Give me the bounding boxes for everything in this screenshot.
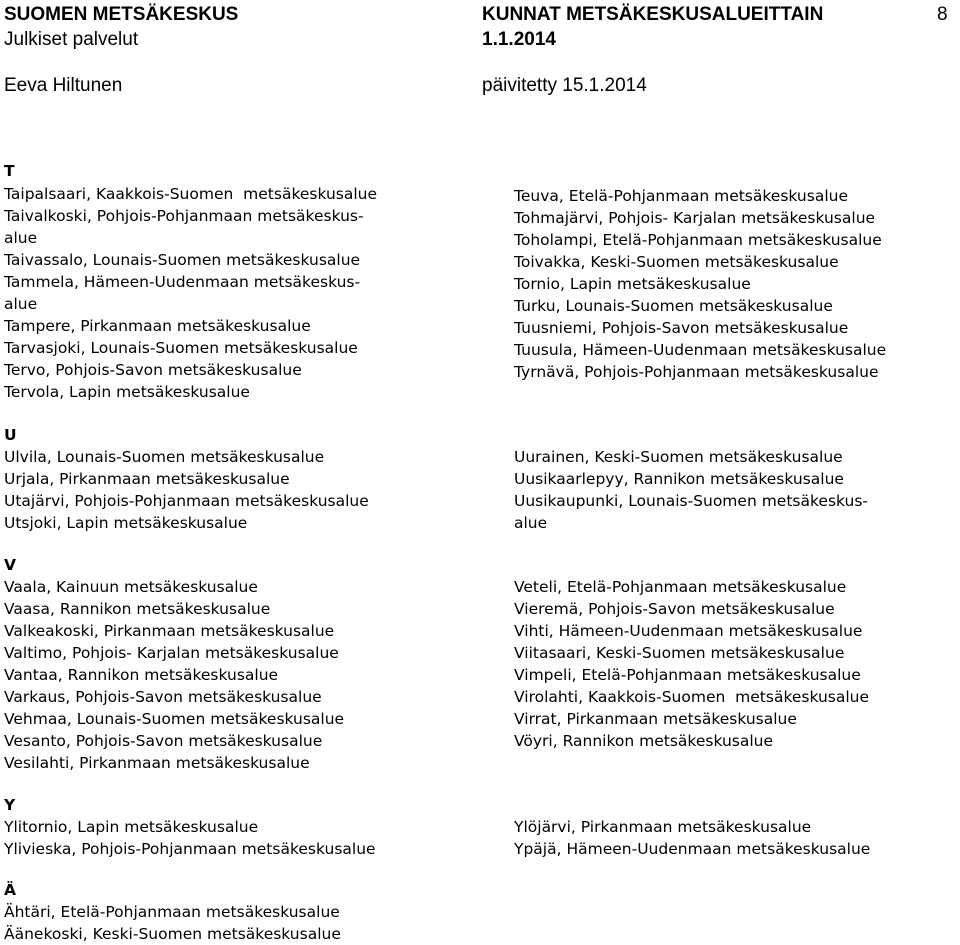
municipality-entry: Tohmajärvi, Pohjois- Karjalan metsäkeskusalue <box>514 209 876 227</box>
section-letter-u: U <box>4 426 17 444</box>
municipality-entry: Vaala, Kainuun metsäkeskusalue <box>4 578 258 596</box>
municipality-entry: Uurainen, Keski-Suomen metsäkeskusalue <box>514 448 843 466</box>
section-v-right-list <box>514 576 869 752</box>
municipality-entry: Tarvasjoki, Lounais-Suomen metsäkeskusalue <box>4 339 358 357</box>
section-y-left-list <box>4 816 376 860</box>
municipality-entry: Urjala, Pirkanmaan metsäkeskusalue <box>4 470 290 488</box>
municipality-entry: Veteli, Etelä-Pohjanmaan metsäkeskusalue <box>514 578 847 596</box>
municipality-entry: Vantaa, Rannikon metsäkeskusalue <box>4 666 279 684</box>
municipality-entry: Viitasaari, Keski-Suomen metsäkeskusalue <box>514 644 845 662</box>
municipality-entry: Ylivieska, Pohjois-Pohjanmaan metsäkeskusalue <box>4 840 376 858</box>
municipality-entry: Teuva, Etelä-Pohjanmaan metsäkeskusalue <box>514 187 848 205</box>
municipality-entry: Vesilahti, Pirkanmaan metsäkeskusalue <box>4 754 310 772</box>
municipality-entry: Vehmaa, Lounais-Suomen metsäkeskusalue <box>4 710 345 728</box>
municipality-entry: Valkeakoski, Pirkanmaan metsäkeskusalue <box>4 622 335 640</box>
municipality-entry: Taivalkoski, Pohjois-Pohjanmaan metsäkeskus- <box>4 207 364 225</box>
municipality-entry: Vimpeli, Etelä-Pohjanmaan metsäkeskusalue <box>514 666 861 684</box>
municipality-entry: alue <box>4 295 38 313</box>
municipality-entry: Vesanto, Pohjois-Savon metsäkeskusalue <box>4 732 323 750</box>
municipality-entry: Virolahti, Kaakkois-Suomen metsäkeskusalue <box>514 688 870 706</box>
section-ae-left-list <box>4 901 341 945</box>
document-title: KUNNAT METSÄKESKUSALUEITTAIN <box>482 4 824 25</box>
author-name: Eeva Hiltunen <box>4 75 123 96</box>
section-letter-v: V <box>4 556 16 574</box>
municipality-entry: Ulvila, Lounais-Suomen metsäkeskusalue <box>4 448 325 466</box>
municipality-entry: Vöyri, Rannikon metsäkeskusalue <box>514 732 774 750</box>
municipality-entry: Uusikaarlepyy, Rannikon metsäkeskusalue <box>514 470 844 488</box>
municipality-entry: Tyrnävä, Pohjois-Pohjanmaan metsäkeskusalue <box>514 363 879 381</box>
municipality-entry: Äänekoski, Keski-Suomen metsäkeskusalue <box>4 925 341 943</box>
municipality-entry: Tammela, Hämeen-Uudenmaan metsäkeskus- <box>4 273 361 291</box>
municipality-entry: Tuusniemi, Pohjois-Savon metsäkeskusalue <box>514 319 849 337</box>
municipality-entry: Tornio, Lapin metsäkeskusalue <box>514 275 751 293</box>
updated-date: päivitetty 15.1.2014 <box>482 75 647 96</box>
municipality-entry: Toholampi, Etelä-Pohjanmaan metsäkeskusalue <box>514 231 882 249</box>
municipality-entry: Tampere, Pirkanmaan metsäkeskusalue <box>4 317 311 335</box>
section-letter-y: Y <box>4 796 16 814</box>
municipality-entry: Valtimo, Pohjois- Karjalan metsäkeskusalue <box>4 644 339 662</box>
org-name: SUOMEN METSÄKESKUS <box>4 4 239 25</box>
municipality-entry: Tervola, Lapin metsäkeskusalue <box>4 383 250 401</box>
municipality-entry: Ähtäri, Etelä-Pohjanmaan metsäkeskusalue <box>4 903 340 921</box>
org-subtitle: Julkiset palvelut <box>4 29 139 50</box>
municipality-entry: Taivassalo, Lounais-Suomen metsäkeskusalue <box>4 251 361 269</box>
section-v-left-list <box>4 576 344 774</box>
municipality-entry: Tervo, Pohjois-Savon metsäkeskusalue <box>4 361 302 379</box>
municipality-entry: alue <box>514 514 548 532</box>
section-u-left-list <box>4 446 369 534</box>
municipality-entry: Ylöjärvi, Pirkanmaan metsäkeskusalue <box>514 818 812 836</box>
municipality-entry: Varkaus, Pohjois-Savon metsäkeskusalue <box>4 688 322 706</box>
municipality-entry: alue <box>4 229 38 247</box>
section-letter-ae: Ä <box>4 881 16 899</box>
municipality-entry: Tuusula, Hämeen-Uudenmaan metsäkeskusalue <box>514 341 887 359</box>
municipality-entry: Vaasa, Rannikon metsäkeskusalue <box>4 600 271 618</box>
municipality-entry: Utajärvi, Pohjois-Pohjanmaan metsäkeskusalue <box>4 492 369 510</box>
municipality-entry: Vihti, Hämeen-Uudenmaan metsäkeskusalue <box>514 622 863 640</box>
section-t-left-list <box>4 183 377 403</box>
section-letter-t: T <box>4 162 15 180</box>
page-number: 8 <box>937 4 948 25</box>
section-t-right-list <box>514 185 886 383</box>
municipality-entry: Vieremä, Pohjois-Savon metsäkeskusalue <box>514 600 835 618</box>
municipality-entry: Ypäjä, Hämeen-Uudenmaan metsäkeskusalue <box>514 840 871 858</box>
municipality-entry: Utsjoki, Lapin metsäkeskusalue <box>4 514 248 532</box>
section-u-right-list <box>514 446 868 534</box>
municipality-entry: Taipalsaari, Kaakkois-Suomen metsäkeskusalue <box>4 185 378 203</box>
municipality-entry: Turku, Lounais-Suomen metsäkeskusalue <box>514 297 833 315</box>
municipality-entry: Virrat, Pirkanmaan metsäkeskusalue <box>514 710 797 728</box>
document-date: 1.1.2014 <box>482 29 556 50</box>
municipality-entry: Ylitornio, Lapin metsäkeskusalue <box>4 818 259 836</box>
section-y-right-list <box>514 816 870 860</box>
municipality-entry: Toivakka, Keski-Suomen metsäkeskusalue <box>514 253 839 271</box>
municipality-entry: Uusikaupunki, Lounais-Suomen metsäkeskus- <box>514 492 869 510</box>
